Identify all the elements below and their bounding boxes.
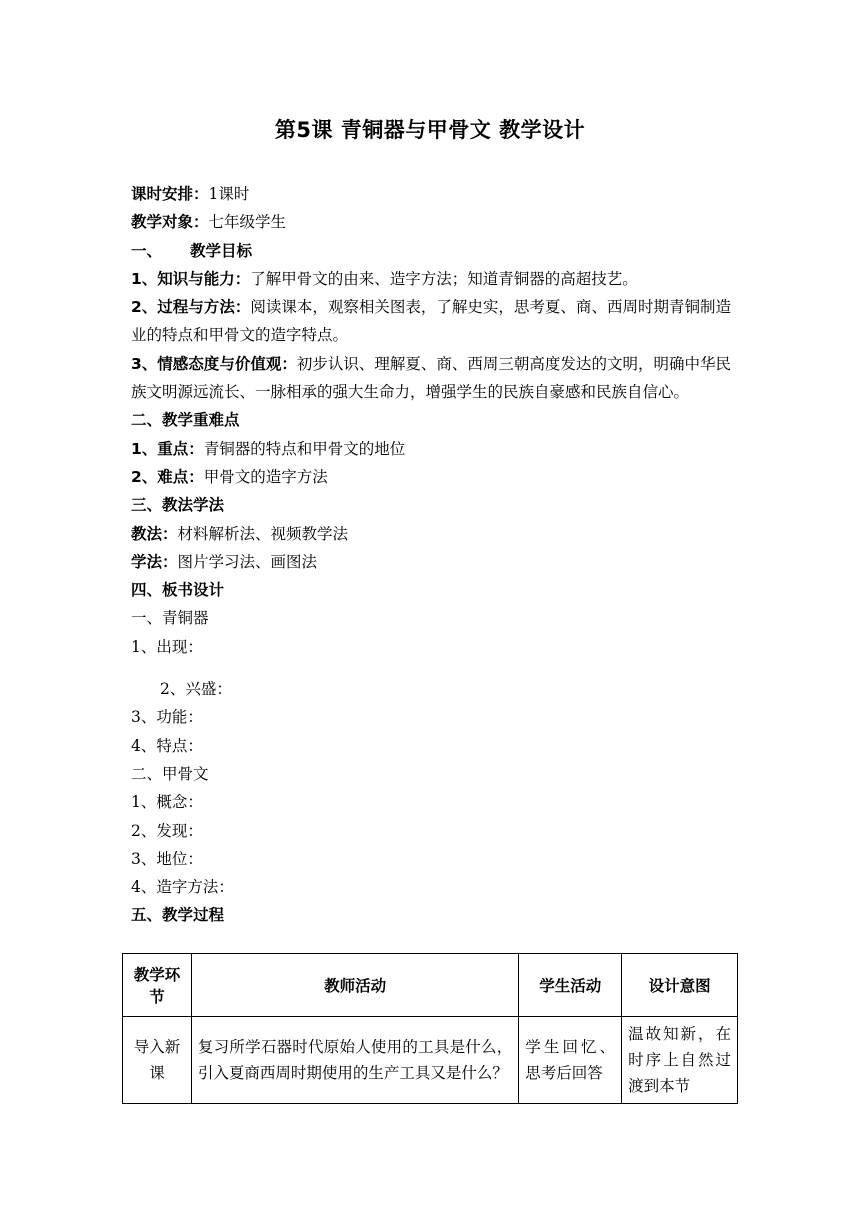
board-item: 4、特点： (131, 736, 203, 755)
difficult-point (131, 463, 731, 491)
document-body (131, 180, 731, 930)
section-heading-4: 四、板书设计 (131, 581, 225, 600)
table-row (123, 1017, 738, 1104)
learning-method-label: 学法： (131, 552, 178, 571)
board-heading-oracle: 二、甲骨文 (131, 764, 209, 783)
teaching-method (131, 520, 731, 548)
teaching-method-text: 材料解析法、视频教学法 (177, 524, 349, 543)
board-item: 2、发现： (131, 821, 203, 840)
goal-3-label: 3、情感态度与价值观： (131, 354, 297, 373)
goal-1-label: 1、知识与能力： (131, 269, 251, 288)
goal-2-label: 2、过程与方法： (131, 298, 251, 317)
student-activity-cell: 学生回忆、思考后回答 (519, 1017, 622, 1104)
board-heading-bronze: 一、青铜器 (131, 609, 209, 628)
goal-2 (131, 293, 731, 350)
teaching-method-label: 教法： (131, 524, 178, 543)
section-heading-3: 三、教法学法 (131, 496, 225, 515)
key-point-label: 1、重点： (131, 439, 204, 458)
table-header-row (123, 954, 738, 1017)
header-intent: 设计意图 (622, 954, 738, 1017)
section-heading-5: 五、教学过程 (131, 906, 225, 925)
schedule-label: 课时安排： (131, 185, 209, 203)
goal-2-text: 阅读课本，观察相关图表，了解史实，思考夏、商、西周时期青铜制造业的特点和甲骨文的造字特点。 (131, 298, 731, 345)
section-1-number: 一、 (131, 241, 163, 260)
difficult-point-label: 2、难点： (131, 467, 204, 486)
board-item: 2、兴盛： (160, 680, 232, 699)
goal-1-text: 了解甲骨文的由来、造字方法；知道青铜器的高超技艺。 (250, 269, 638, 288)
goal-1 (131, 265, 731, 293)
teacher-activity-cell: 复习所学石器时代原始人使用的工具是什么，引入夏商西周时期使用的生产工具又是什么？ (191, 1017, 518, 1104)
key-point (131, 435, 731, 463)
board-item: 1、概念： (131, 793, 203, 812)
key-point-text: 青铜器的特点和甲骨文的地位 (203, 439, 406, 458)
page-title: 第5课 青铜器与甲骨文 教学设计 (274, 118, 586, 142)
section-heading-1 (131, 237, 731, 265)
difficult-point-text: 甲骨文的造字方法 (203, 467, 328, 486)
section-1-title: 教学目标 (190, 241, 253, 260)
header-student: 学生活动 (519, 954, 622, 1017)
header-stage: 教学环节 (123, 954, 192, 1017)
learning-method-text: 图片学习法、画图法 (177, 552, 318, 571)
section-heading-2: 二、教学重难点 (131, 411, 240, 430)
design-intent-cell: 温故知新，在时序上自然过渡到本节 (622, 1017, 738, 1104)
audience-value: 七年级学生 (208, 213, 287, 232)
header-teacher: 教师活动 (191, 954, 518, 1017)
teaching-process-table (122, 953, 738, 1104)
goal-3-text: 初步认识、理解夏、商、西周三朝高度发达的文明，明确中华民族文明源远流长、一脉相承的强大生命力，增强学生的民族自豪感和民族自信心。 (131, 354, 731, 402)
board-item: 3、地位： (131, 849, 203, 868)
board-item: 4、造字方法： (131, 878, 234, 897)
schedule-line (131, 180, 731, 208)
board-item: 3、功能： (131, 708, 203, 727)
board-item: 1、出现： (131, 637, 203, 656)
schedule-value: 1课时 (208, 185, 250, 203)
learning-method (131, 548, 731, 576)
audience-label: 教学对象： (131, 213, 209, 232)
goal-3 (131, 350, 731, 407)
audience-line (131, 208, 731, 236)
stage-cell: 导入新课 (123, 1017, 192, 1104)
